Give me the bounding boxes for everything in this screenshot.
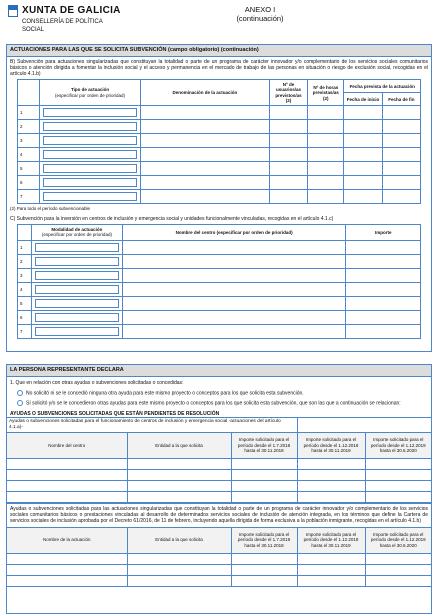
centro-nombre-field[interactable] [7,469,127,480]
centro-entidad-field[interactable] [127,458,231,469]
row-number: 3 [18,134,40,148]
table-a [7,417,431,503]
logo-subtitle [22,19,122,34]
option-si-label: Sí solicitó y/o se le concedieron otras ayudas para este mismo proyecto o conceptos para los que solicita esta subvención, que son las que a continuación se relacionan: [26,400,401,407]
row-number: 6 [18,176,40,190]
horas-field[interactable] [308,120,344,134]
pendientes-subtitle: Ayudas o subvenciones solicitadas para el funcionamiento de centros de inclusión y emergencia social -actuaciones del artículo 4.1.a)- [7,418,297,433]
table-b2 [7,527,431,587]
anexo-heading [215,5,305,23]
centro-entidad-field[interactable] [127,480,231,491]
entidad-header: Entidad a la que solicita [127,527,231,553]
fecha-fin-field[interactable] [382,120,420,134]
actuacion-periodo-2-field[interactable] [297,575,365,586]
fecha-inicio-field[interactable] [344,134,382,148]
logo-title: XUNTA DE GALICIA [22,5,121,16]
table-row [7,564,431,575]
table-row [18,134,421,148]
logo-sub1: CONSELLERÍA DE POLÍTICA [22,19,103,25]
fecha-fin-field[interactable] [382,134,420,148]
row-number: 1 [18,106,40,120]
fecha-inicio-header: Fecha de inicio [344,93,382,106]
importe-field[interactable] [346,310,421,324]
modalidad-field[interactable] [32,240,123,254]
fecha-fin-field[interactable] [382,162,420,176]
centro-periodo-1-field[interactable] [231,480,297,491]
importe-field[interactable] [346,240,421,254]
tipo-actuacion-field[interactable] [40,162,141,176]
table-row [7,480,431,491]
nombre-centro-field[interactable] [122,324,346,338]
modalidad-field[interactable] [32,254,123,268]
table-row [7,553,431,564]
table-row [18,254,421,268]
row-number: 3 [18,268,32,282]
periodo-1-header: Importe solicitado para el período desde el 1.7.2018 hasta el 30.11.2018 [231,527,297,553]
centro-periodo-2-field[interactable] [297,469,365,480]
nombre-centro-field[interactable] [122,310,346,324]
importe-field[interactable] [346,282,421,296]
option-si-solicito[interactable] [7,398,431,409]
xunta-emblem-icon [8,5,18,17]
denominacion-field[interactable] [140,190,269,204]
fecha-fin-field[interactable] [382,176,420,190]
tipo-actuacion-field[interactable] [40,148,141,162]
question-1: 1. Que en relación con otras ayudas o subvenciones solicitadas o concedidas: [10,379,184,386]
row-number: 7 [18,190,40,204]
horas-field[interactable] [308,106,344,120]
row-number: 4 [18,282,32,296]
row-number: 5 [18,296,32,310]
centro-periodo-3-field[interactable] [365,480,431,491]
xunta-logo [8,5,128,35]
row-number: 1 [18,240,32,254]
table-row [18,120,421,134]
importe-field[interactable] [346,296,421,310]
radio-si-solicito[interactable] [17,400,23,406]
horas-field[interactable] [308,176,344,190]
row-number: 5 [18,162,40,176]
usuarios-field[interactable] [269,106,307,120]
usuarios-field[interactable] [269,176,307,190]
option-no-solicito[interactable] [7,388,431,399]
radio-no-solicito[interactable] [17,390,23,396]
usuarios-header: Nº de usuarios/as previstos/as (2) [269,80,307,106]
declara-header: LA PERSONA REPRESENTANTE DECLARA [7,365,431,377]
usuarios-field[interactable] [269,148,307,162]
subvencion-b-text: B) Subvención para actuaciones singularizadas que constituyan la totalidad o parte de un programa de carácter innovador y/o complementario de los servicios sociales comunitarios básicos o atención dirigida a fomentar la inclusión social y el acceso y permanencia en el mercado de trabajo de las personas en situación o riesgo de exclusión social, recogidas en el artículo 4.1.b) [10,58,428,78]
table-row [7,491,431,502]
modalidad-field[interactable] [32,296,123,310]
fecha-inicio-field[interactable] [344,162,382,176]
fecha-fin-field[interactable] [382,148,420,162]
actuacion-periodo-2-field[interactable] [297,553,365,564]
usuarios-field[interactable] [269,190,307,204]
nombre-actuacion-header: Nombre de la actuación [7,527,127,553]
denominacion-field[interactable] [140,106,269,120]
fecha-inicio-field[interactable] [344,176,382,190]
denominacion-field[interactable] [140,120,269,134]
denominacion-field[interactable] [140,148,269,162]
tipo-actuacion-field[interactable] [40,106,141,120]
table-row [18,190,421,204]
importe-header: Importe [346,224,421,240]
table-row [18,240,421,254]
option-no-label: No solicitó ni se le concedió ninguna otra ayuda para este mismo proyecto o conceptos para los que solicita esta subvención. [26,390,304,397]
actuacion-periodo-3-field[interactable] [365,553,431,564]
table-row [18,148,421,162]
table-row [18,268,421,282]
modalidad-field[interactable] [32,324,123,338]
table-c [17,224,421,339]
actuacion-entidad-field[interactable] [127,575,231,586]
row-number: 4 [18,148,40,162]
table-row [18,296,421,310]
anexo-title: ANEXO I [244,5,276,14]
centro-periodo-1-field[interactable] [231,458,297,469]
centro-periodo-3-field[interactable] [365,469,431,480]
fecha-inicio-field[interactable] [344,106,382,120]
fecha-prevista-header: Fecha prevista de la actuación [344,80,421,93]
actuacion-periodo-1-field[interactable] [231,553,297,564]
importe-field[interactable] [346,268,421,282]
actuacion-periodo-2-field[interactable] [297,564,365,575]
actuacion-entidad-field[interactable] [127,553,231,564]
horas-field[interactable] [308,148,344,162]
horas-field[interactable] [308,162,344,176]
nombre-centro-header: Nombre del centro (especificar por orden de prioridad) [122,224,346,240]
centro-nombre-field[interactable] [7,458,127,469]
usuarios-field[interactable] [269,134,307,148]
modalidad-header: Modalidad de actuación (especificar por orden de prioridad) [32,224,123,240]
fecha-fin-field[interactable] [382,190,420,204]
table-row [18,106,421,120]
table-row [18,282,421,296]
table-row [18,310,421,324]
periodo-2-header: Importe solicitado para el período desde el 1.12.2018 hasta el 30.11.2019 [297,432,365,458]
centro-entidad-field[interactable] [127,491,231,502]
nombre-centro-header: Nombre del centro [7,432,127,458]
actuacion-entidad-field[interactable] [127,564,231,575]
nombre-centro-field[interactable] [122,240,346,254]
tipo-actuacion-field[interactable] [40,190,141,204]
centro-entidad-field[interactable] [127,469,231,480]
note-periodo: (2) Para todo el período subvencionable [10,206,91,212]
actuaciones-header: ACTUACIONES PARA LAS QUE SE SOLICITA SUBVENCIÓN (campo obligatorio) (continuación) [7,45,431,57]
subvencion-c-text: C) Subvención para la inversión en centros de inclusión y emergencia social y unidades funcionalmente vinculadas, recogidas en el artículo 4.1.c) [10,215,334,222]
actuacion-periodo-1-field[interactable] [231,575,297,586]
periodo-2-header: Importe solicitado para el período desde el 1.12.2018 hasta el 30.11.2019 [297,527,365,553]
actuacion-nombre-field[interactable] [7,564,127,575]
denominacion-header: Denominación de la actuación [140,80,269,106]
row-number-header [18,224,32,240]
usuarios-field[interactable] [269,162,307,176]
periodo-1-header: Importe solicitado para el período desde el 1.7.2018 hasta el 30.11.2018 [231,432,297,458]
table-b [17,79,421,204]
tipo-actuacion-field[interactable] [40,176,141,190]
table-row [18,324,421,338]
fecha-inicio-field[interactable] [344,148,382,162]
nombre-centro-field[interactable] [122,268,346,282]
nombre-centro-field[interactable] [122,282,346,296]
centro-nombre-field[interactable] [7,491,127,502]
modalidad-field[interactable] [32,268,123,282]
periodo-3-header: Importe solicitado para el período desde el 1.12.2019 hasta el 30.6.2020 [365,527,431,553]
actuacion-periodo-1-field[interactable] [231,564,297,575]
centro-periodo-2-field[interactable] [297,491,365,502]
row-number-header [18,80,40,106]
table-row [7,469,431,480]
logo-sub2: SOCIAL [22,26,45,33]
centro-periodo-2-field[interactable] [297,458,365,469]
fecha-fin-field[interactable] [382,106,420,120]
horas-field[interactable] [308,134,344,148]
centro-nombre-field[interactable] [7,480,127,491]
nombre-centro-field[interactable] [122,254,346,268]
actuacion-nombre-field[interactable] [7,575,127,586]
tipo-actuacion-header: Tipo de actuación (especificar por orden de prioridad) [40,80,141,106]
row-number: 7 [18,324,32,338]
row-number: 6 [18,310,32,324]
usuarios-field[interactable] [269,120,307,134]
row-number: 2 [18,120,40,134]
modalidad-field[interactable] [32,282,123,296]
fecha-inicio-field[interactable] [344,190,382,204]
centro-periodo-1-field[interactable] [231,491,297,502]
subvencion-b2-text: Ayudas o subvenciones solicitadas para las actuaciones singularizadas que constituyan la totalidad o parte de un programa de carácter innovador y/o complementario de los servicios sociales comunitarios básicos o prestaciones vinculadas al desarrollo de determinados servicios sociales de inclusión de atención integrada, en los términos que define la Cartera de servicios sociales de inclusión aprobada por el Decreto 61/2016, de 11 de febrero, incluyendo aquella dirigida de forma exclusiva a la población inmigrante, recogidas en el artículo 4.1.b) [7,503,431,527]
centro-periodo-3-field[interactable] [365,458,431,469]
table-row [18,176,421,190]
tipo-actuacion-field[interactable] [40,134,141,148]
actuacion-periodo-3-field[interactable] [365,564,431,575]
centro-periodo-1-field[interactable] [231,469,297,480]
horas-header: Nº de horas previstas/as (2) [308,80,344,106]
nombre-centro-field[interactable] [122,296,346,310]
denominacion-field[interactable] [140,176,269,190]
centro-periodo-3-field[interactable] [365,491,431,502]
fecha-fin-header: Fecha de fin [382,93,420,106]
modalidad-field[interactable] [32,310,123,324]
tipo-actuacion-field[interactable] [40,120,141,134]
actuaciones-section [6,44,432,352]
periodo-3-header: Importe solicitado para el período desde el 1.12.2019 hasta el 30.6.2020 [365,432,431,458]
pendientes-title: AYUDAS O SUBVENCIONES SOLICITADAS QUE ESTÁN PENDIENTES DE RESOLUCIÓN [10,411,220,417]
table-row [18,162,421,176]
declara-section [6,364,432,614]
actuacion-nombre-field[interactable] [7,553,127,564]
row-number: 2 [18,254,32,268]
importe-field[interactable] [346,324,421,338]
denominacion-field[interactable] [140,134,269,148]
importe-field[interactable] [346,254,421,268]
table-row [7,458,431,469]
entidad-header: Entidad a la que solicita [127,432,231,458]
anexo-subtitle: (continuación) [236,14,284,23]
centro-periodo-2-field[interactable] [297,480,365,491]
actuacion-periodo-3-field[interactable] [365,575,431,586]
fecha-inicio-field[interactable] [344,120,382,134]
table-row [7,575,431,586]
denominacion-field[interactable] [140,162,269,176]
horas-field[interactable] [308,190,344,204]
